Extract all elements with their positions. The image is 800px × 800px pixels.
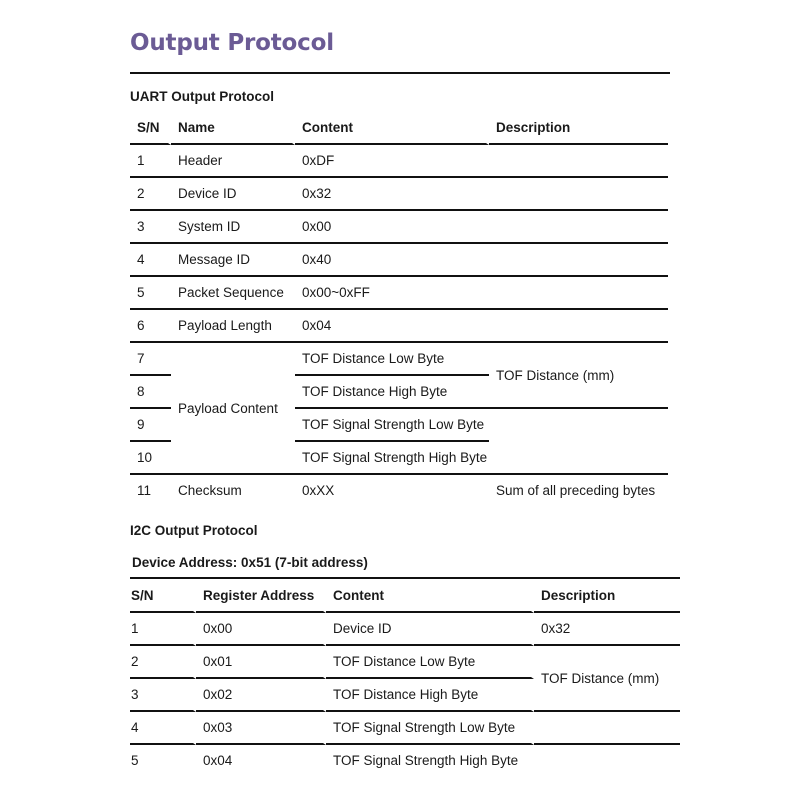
cell-sn: 3 [130,679,196,712]
cell-description: Sum of all preceding bytes [496,483,656,498]
cell-description [489,277,668,310]
header-sn: S/N [130,112,171,145]
uart-section-title: UART Output Protocol [130,89,274,104]
header-description: Description [489,112,668,145]
cell-sn: 7 [130,343,171,376]
cell-name: Device ID [171,178,295,211]
header-name: Name [171,112,295,145]
cell-sn: 6 [130,310,171,343]
cell-description [534,745,680,776]
cell-content: 0x00~0xFF [295,277,489,310]
cell-content: TOF Distance High Byte [326,679,534,712]
table-row [130,712,680,745]
cell-name: Header [171,145,295,178]
cell-name: Message ID [171,244,295,277]
cell-sn: 4 [130,244,171,277]
cell-description [489,310,668,343]
cell-register: 0x00 [196,613,326,646]
cell-content: TOF Signal Strength Low Byte [326,712,534,745]
cell-description: 0x32 [534,613,680,646]
cell-name: Checksum [178,483,242,498]
cell-sn: 3 [130,211,171,244]
cell-description [489,409,668,475]
cell-content: Device ID [326,613,534,646]
cell-content: TOF Distance Low Byte [326,646,534,679]
title-divider [130,72,670,74]
cell-sn: 1 [130,145,171,178]
cell-name: Packet Sequence [171,277,295,310]
table-row [130,745,680,776]
cell-content: TOF Distance High Byte [295,376,489,409]
table-row [130,343,668,376]
header-register-address: Register Address [196,580,326,613]
cell-sn: 9 [130,409,171,442]
table-row [130,475,668,506]
table-row [130,178,668,211]
cell-content: 0x04 [295,310,489,343]
cell-name-merged: Payload Content [171,343,295,475]
cell-sn: 4 [130,712,196,745]
cell-content: 0x40 [295,244,489,277]
cell-sn: 2 [130,646,196,679]
cell-name: Payload Length [171,310,295,343]
device-address: Device Address: 0x51 (7-bit address) [132,555,368,570]
cell-register: 0x02 [196,679,326,712]
header-content: Content [326,580,534,613]
cell-description [534,712,680,745]
cell-content: 0xDF [295,145,489,178]
table-row [130,277,668,310]
cell-sn: 5 [130,277,171,310]
cell-content: 0x32 [295,178,489,211]
header-sn: S/N [130,580,196,613]
cell-description [489,145,668,178]
cell-content: TOF Distance Low Byte [295,343,489,376]
table-row [130,646,680,679]
cell-content: TOF Signal Strength High Byte [295,442,489,475]
cell-description [489,211,668,244]
cell-register: 0x01 [196,646,326,679]
table-row [130,310,668,343]
cell-sn: 5 [131,753,139,768]
cell-description-merged: TOF Distance (mm) [489,343,668,409]
cell-description-merged: TOF Distance (mm) [534,646,680,712]
cell-content: 0xXX [302,483,335,498]
device-address-divider [130,577,680,579]
i2c-protocol-table [130,580,680,776]
i2c-section-title: I2C Output Protocol [130,523,258,538]
cell-content: 0x00 [295,211,489,244]
cell-register: 0x04 [203,753,233,768]
table-row [130,244,668,277]
cell-content: TOF Signal Strength Low Byte [295,409,489,442]
table-row [130,613,680,646]
table-header-row [130,112,668,145]
page-title: Output Protocol [130,30,334,56]
cell-sn: 2 [130,178,171,211]
uart-protocol-table [130,112,668,506]
header-description: Description [534,580,680,613]
cell-name: System ID [171,211,295,244]
header-content: Content [295,112,489,145]
cell-register: 0x03 [196,712,326,745]
table-row [130,145,668,178]
cell-sn: 8 [130,376,171,409]
cell-content: TOF Signal Strength High Byte [333,753,519,768]
cell-sn: 1 [130,613,196,646]
table-row [130,211,668,244]
table-header-row [130,580,680,613]
cell-sn: 10 [130,442,171,475]
cell-sn: 11 [137,483,152,498]
cell-description [489,244,668,277]
cell-description [489,178,668,211]
